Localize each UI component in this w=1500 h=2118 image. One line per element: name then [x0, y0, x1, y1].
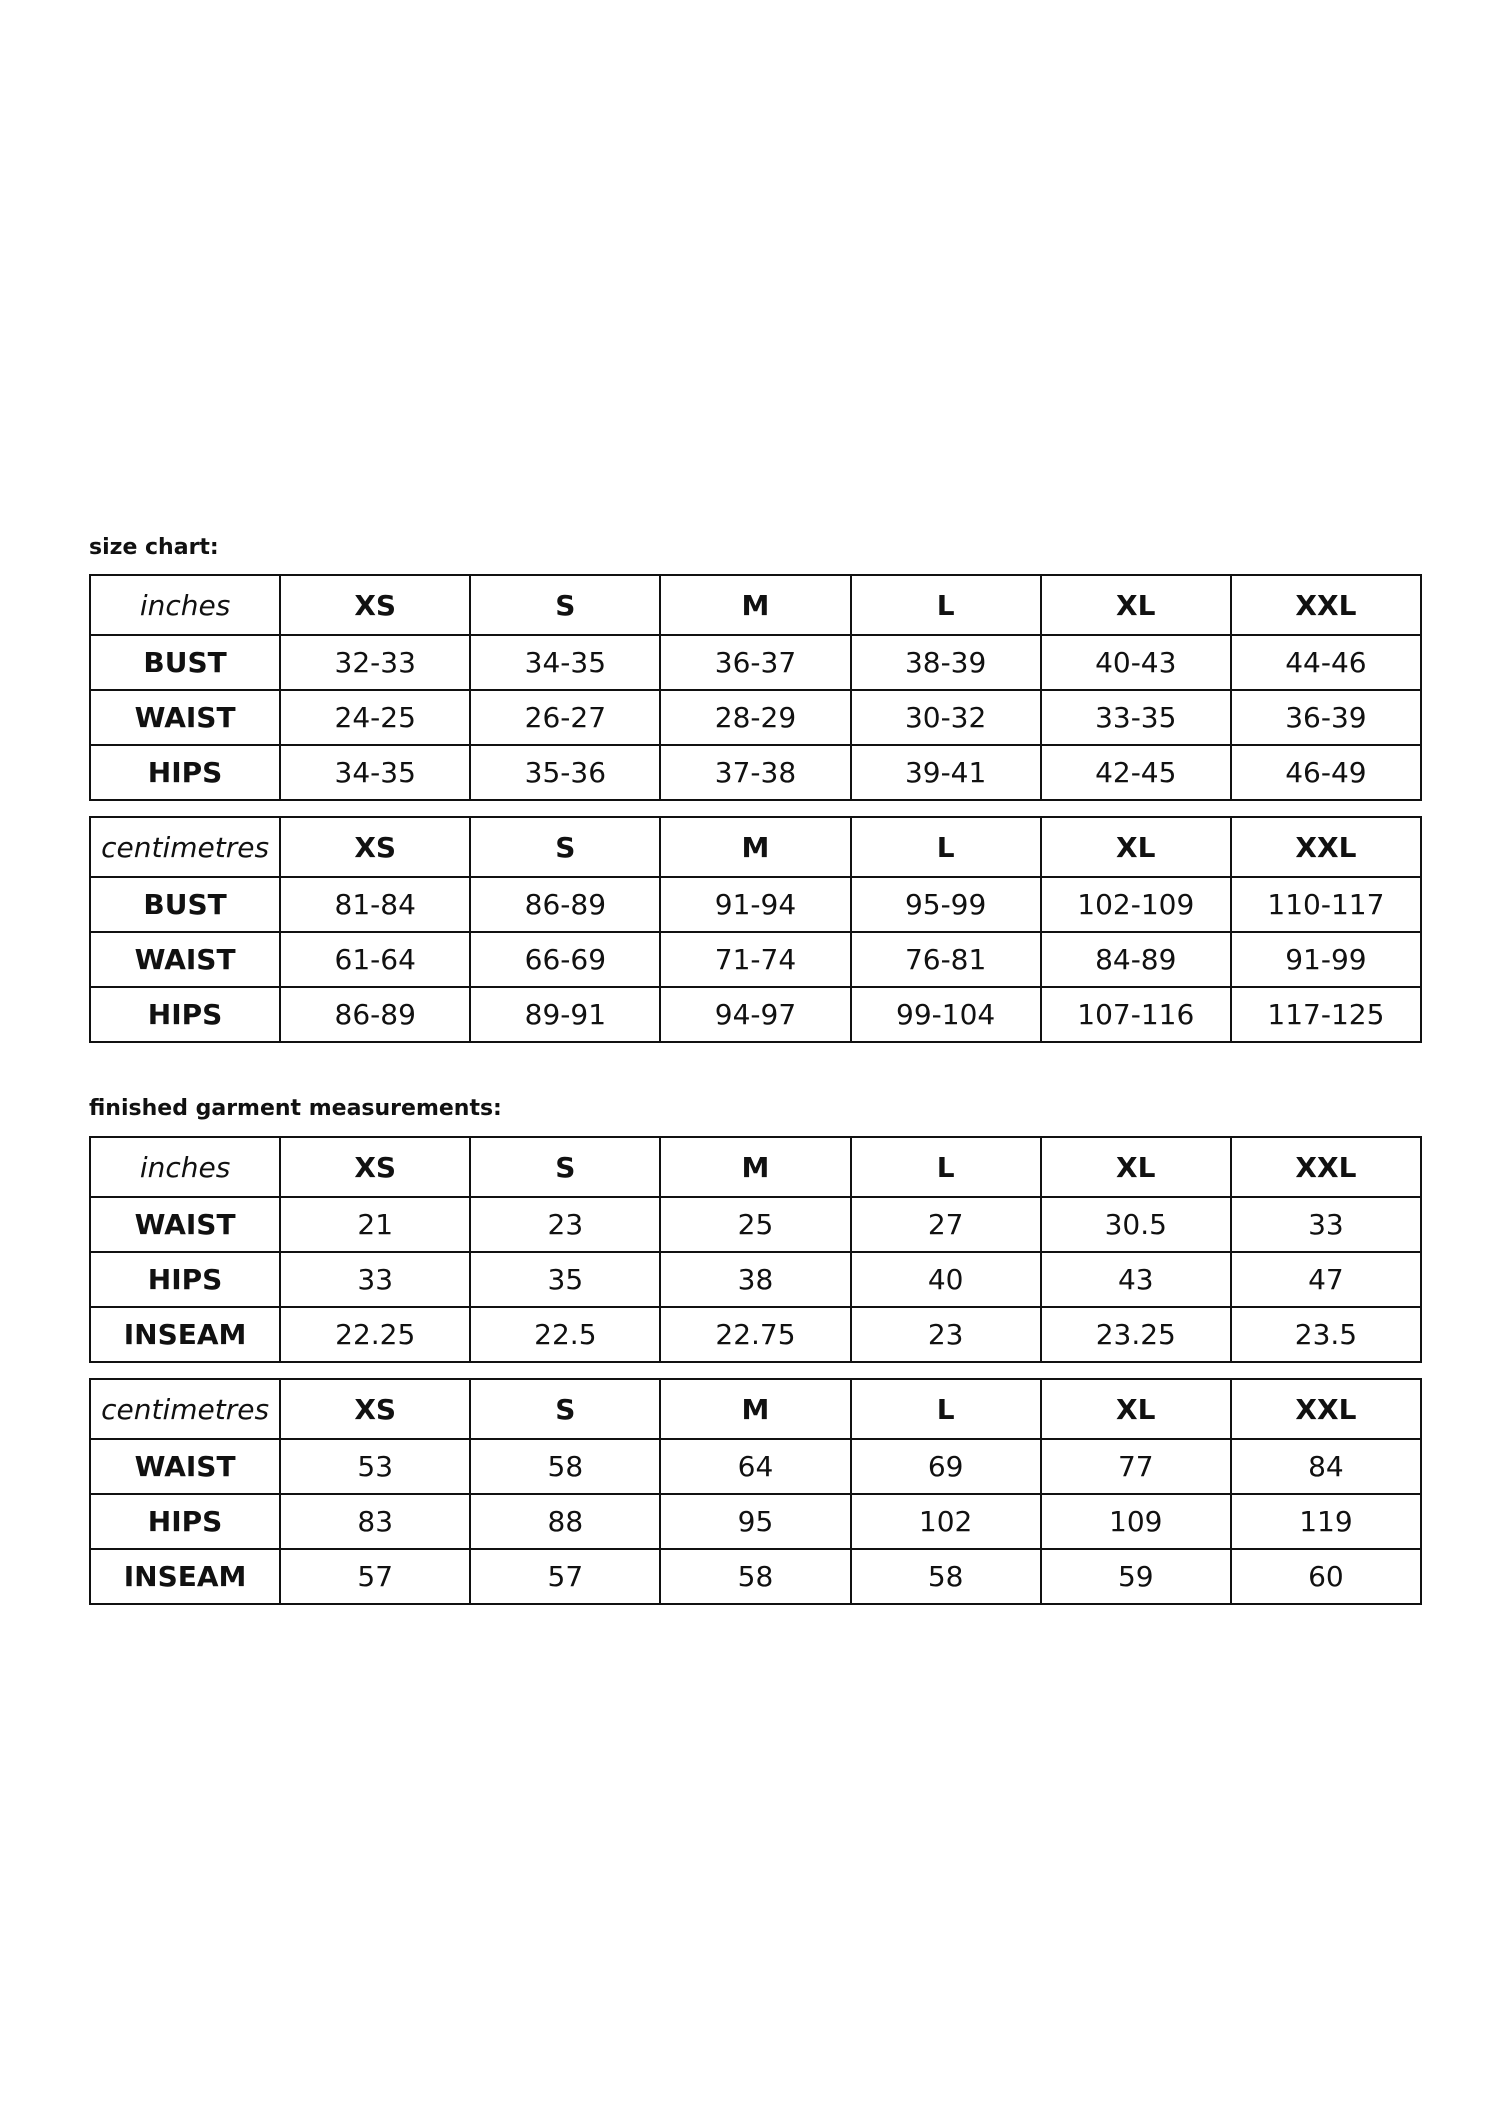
table-header-row — [90, 1379, 1421, 1439]
table-cell: 23.5 — [1231, 1307, 1421, 1362]
table-cell: 89-91 — [470, 987, 660, 1042]
table-cell: 84-89 — [1041, 932, 1231, 987]
size-header: S — [470, 1379, 660, 1439]
table-cell: 39-41 — [851, 745, 1041, 800]
table-cell: 38 — [660, 1252, 850, 1307]
size-header: XS — [280, 575, 470, 635]
size-header: L — [851, 1137, 1041, 1197]
row-label: BUST — [90, 635, 280, 690]
table-cell: 40 — [851, 1252, 1041, 1307]
table-cell: 102-109 — [1041, 877, 1231, 932]
row-label: WAIST — [90, 932, 280, 987]
table-cell: 77 — [1041, 1439, 1231, 1494]
table-cell: 46-49 — [1231, 745, 1421, 800]
size-header: S — [470, 1137, 660, 1197]
row-label: WAIST — [90, 690, 280, 745]
size-header: S — [470, 575, 660, 635]
table-cell: 30-32 — [851, 690, 1041, 745]
size-header: XL — [1041, 817, 1231, 877]
table-cell: 47 — [1231, 1252, 1421, 1307]
table-cell: 102 — [851, 1494, 1041, 1549]
table-row — [90, 1197, 1421, 1252]
size-header: S — [470, 817, 660, 877]
size-header: M — [660, 817, 850, 877]
size-chart-centimetres-table — [89, 816, 1422, 1043]
row-label: HIPS — [90, 1494, 280, 1549]
table-cell: 28-29 — [660, 690, 850, 745]
table-row — [90, 932, 1421, 987]
row-label: HIPS — [90, 1252, 280, 1307]
table-row — [90, 987, 1421, 1042]
size-header: XXL — [1231, 817, 1421, 877]
unit-label: inches — [90, 575, 280, 635]
table-row — [90, 1307, 1421, 1362]
table-cell: 36-39 — [1231, 690, 1421, 745]
table-cell: 91-94 — [660, 877, 850, 932]
size-header: XS — [280, 1137, 470, 1197]
size-header: L — [851, 575, 1041, 635]
row-label: WAIST — [90, 1439, 280, 1494]
table-cell: 64 — [660, 1439, 850, 1494]
size-chart-title: size chart: — [89, 535, 219, 560]
table-header-row — [90, 575, 1421, 635]
table-cell: 88 — [470, 1494, 660, 1549]
table-row — [90, 1549, 1421, 1604]
table-row — [90, 635, 1421, 690]
table-cell: 22.25 — [280, 1307, 470, 1362]
table-cell: 84 — [1231, 1439, 1421, 1494]
table-cell: 94-97 — [660, 987, 850, 1042]
table-cell: 91-99 — [1231, 932, 1421, 987]
table-cell: 33-35 — [1041, 690, 1231, 745]
table-cell: 38-39 — [851, 635, 1041, 690]
table-cell: 25 — [660, 1197, 850, 1252]
size-chart-inches-table — [89, 574, 1422, 801]
table-cell: 109 — [1041, 1494, 1231, 1549]
table-cell: 30.5 — [1041, 1197, 1231, 1252]
row-label: WAIST — [90, 1197, 280, 1252]
table-cell: 53 — [280, 1439, 470, 1494]
size-header: M — [660, 575, 850, 635]
table-cell: 66-69 — [470, 932, 660, 987]
table-cell: 61-64 — [280, 932, 470, 987]
size-header: L — [851, 1379, 1041, 1439]
table-cell: 42-45 — [1041, 745, 1231, 800]
row-label: INSEAM — [90, 1307, 280, 1362]
size-header: XXL — [1231, 575, 1421, 635]
size-header: XL — [1041, 1379, 1231, 1439]
size-header: XS — [280, 1379, 470, 1439]
size-header: XS — [280, 817, 470, 877]
table-cell: 27 — [851, 1197, 1041, 1252]
table-cell: 22.5 — [470, 1307, 660, 1362]
table-cell: 95 — [660, 1494, 850, 1549]
size-header: XXL — [1231, 1379, 1421, 1439]
table-cell: 32-33 — [280, 635, 470, 690]
table-cell: 59 — [1041, 1549, 1231, 1604]
table-row — [90, 745, 1421, 800]
table-row — [90, 1494, 1421, 1549]
table-cell: 60 — [1231, 1549, 1421, 1604]
table-cell: 24-25 — [280, 690, 470, 745]
table-cell: 107-116 — [1041, 987, 1231, 1042]
size-header: XL — [1041, 1137, 1231, 1197]
table-row — [90, 1252, 1421, 1307]
table-cell: 86-89 — [280, 987, 470, 1042]
table-header-row — [90, 817, 1421, 877]
table-cell: 117-125 — [1231, 987, 1421, 1042]
row-label: HIPS — [90, 987, 280, 1042]
size-header: XXL — [1231, 1137, 1421, 1197]
table-cell: 33 — [280, 1252, 470, 1307]
size-header: XL — [1041, 575, 1231, 635]
table-cell: 44-46 — [1231, 635, 1421, 690]
table-cell: 23 — [851, 1307, 1041, 1362]
size-header: M — [660, 1379, 850, 1439]
table-cell: 86-89 — [470, 877, 660, 932]
table-cell: 23.25 — [1041, 1307, 1231, 1362]
table-cell: 71-74 — [660, 932, 850, 987]
unit-label: centimetres — [90, 1379, 280, 1439]
row-label: INSEAM — [90, 1549, 280, 1604]
table-cell: 99-104 — [851, 987, 1041, 1042]
row-label: HIPS — [90, 745, 280, 800]
table-cell: 33 — [1231, 1197, 1421, 1252]
table-row — [90, 1439, 1421, 1494]
unit-label: inches — [90, 1137, 280, 1197]
table-cell: 35 — [470, 1252, 660, 1307]
table-cell: 110-117 — [1231, 877, 1421, 932]
finished-garment-inches-table — [89, 1136, 1422, 1363]
table-cell: 36-37 — [660, 635, 850, 690]
table-cell: 22.75 — [660, 1307, 850, 1362]
table-cell: 26-27 — [470, 690, 660, 745]
table-cell: 35-36 — [470, 745, 660, 800]
size-header: L — [851, 817, 1041, 877]
table-cell: 40-43 — [1041, 635, 1231, 690]
finished-garment-centimetres-table — [89, 1378, 1422, 1605]
table-row — [90, 690, 1421, 745]
table-cell: 58 — [660, 1549, 850, 1604]
table-cell: 119 — [1231, 1494, 1421, 1549]
table-cell: 58 — [851, 1549, 1041, 1604]
table-cell: 57 — [470, 1549, 660, 1604]
table-cell: 76-81 — [851, 932, 1041, 987]
table-cell: 34-35 — [470, 635, 660, 690]
table-row — [90, 877, 1421, 932]
table-cell: 23 — [470, 1197, 660, 1252]
table-cell: 69 — [851, 1439, 1041, 1494]
unit-label: centimetres — [90, 817, 280, 877]
table-cell: 21 — [280, 1197, 470, 1252]
size-header: M — [660, 1137, 850, 1197]
table-cell: 58 — [470, 1439, 660, 1494]
table-cell: 83 — [280, 1494, 470, 1549]
table-cell: 43 — [1041, 1252, 1231, 1307]
table-cell: 81-84 — [280, 877, 470, 932]
table-header-row — [90, 1137, 1421, 1197]
table-cell: 57 — [280, 1549, 470, 1604]
row-label: BUST — [90, 877, 280, 932]
finished-garment-title: finished garment measurements: — [89, 1096, 502, 1121]
table-cell: 34-35 — [280, 745, 470, 800]
table-cell: 37-38 — [660, 745, 850, 800]
table-cell: 95-99 — [851, 877, 1041, 932]
